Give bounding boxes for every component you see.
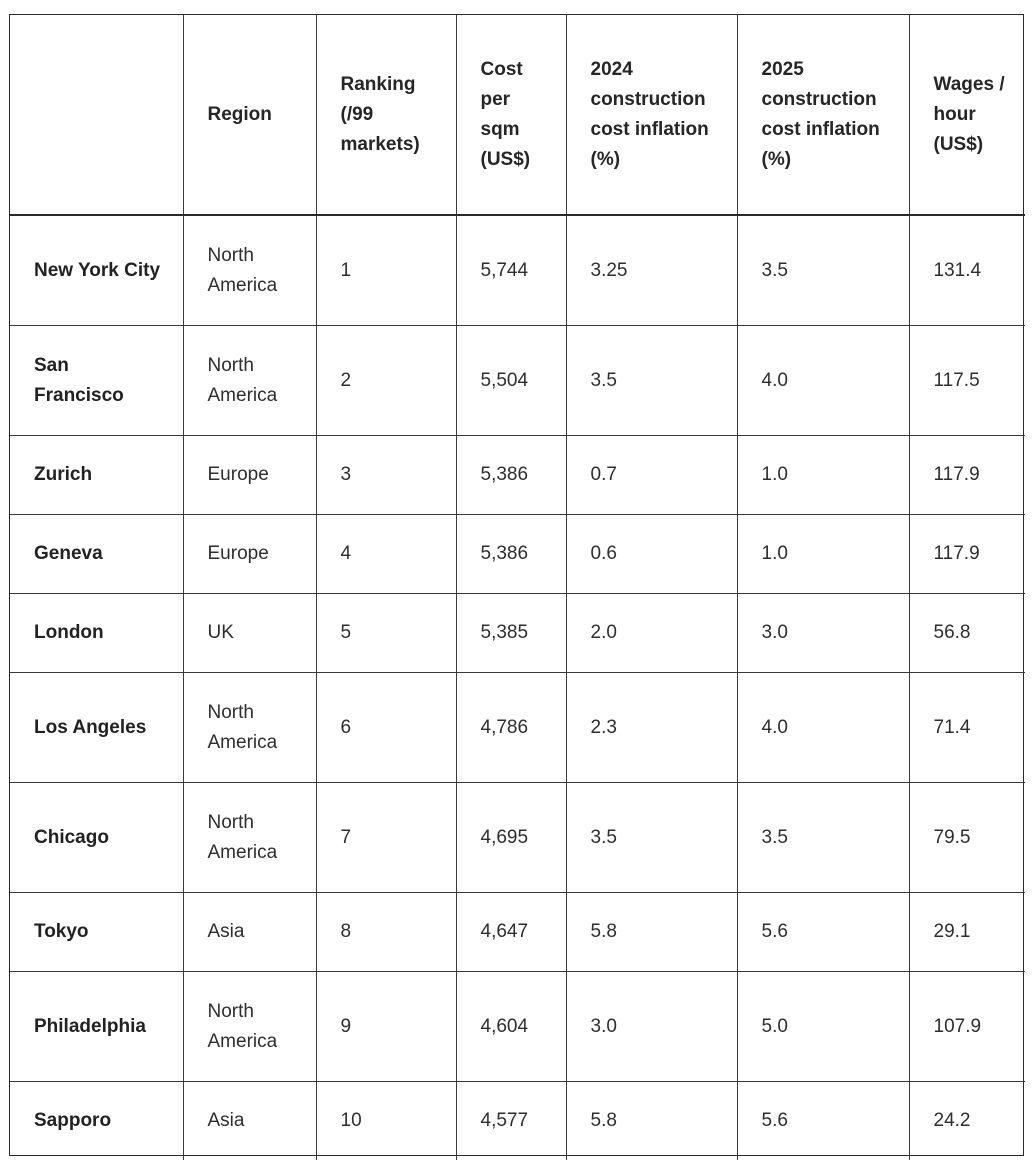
city-cell: Zurich [10, 436, 183, 515]
ranking-cell: 10 [316, 1082, 456, 1161]
inflation-2025-cell: 3.5 [737, 783, 909, 893]
ranking-cell: 8 [316, 893, 456, 972]
inflation-2024-cell: 2.3 [566, 673, 737, 783]
ranking-cell: 4 [316, 515, 456, 594]
cost-cell: 5,385 [456, 594, 566, 673]
header-city [10, 15, 183, 215]
cost-cell: 4,604 [456, 972, 566, 1082]
region-cell: Europe [183, 515, 316, 594]
wages-cell: 117.5 [909, 326, 1025, 436]
inflation-2025-cell: 3.0 [737, 594, 909, 673]
cost-cell: 5,744 [456, 215, 566, 326]
region-cell: North America [183, 326, 316, 436]
cost-cell: 5,386 [456, 515, 566, 594]
table-row [10, 893, 1025, 972]
header-row [10, 15, 1025, 215]
cost-table-container [9, 14, 1024, 1156]
inflation-2024-cell: 0.6 [566, 515, 737, 594]
inflation-2025-cell: 3.5 [737, 215, 909, 326]
region-cell: North America [183, 972, 316, 1082]
wages-cell: 71.4 [909, 673, 1025, 783]
table-row [10, 215, 1025, 326]
inflation-2025-cell: 5.0 [737, 972, 909, 1082]
inflation-2024-cell: 5.8 [566, 1082, 737, 1161]
wages-cell: 24.2 [933, 1110, 971, 1131]
cost-cell: 4,577 [456, 1082, 566, 1161]
city-cell: Los Angeles [10, 673, 183, 783]
inflation-2024-cell: 5.8 [566, 893, 737, 972]
header-inflation-2025: 2025 construction cost inflation (%) [737, 15, 909, 215]
cost-cell: 4,647 [456, 893, 566, 972]
ranking-cell: 6 [316, 673, 456, 783]
region-cell: North America [183, 783, 316, 893]
table-row [10, 972, 1025, 1082]
construction-cost-table [10, 15, 1025, 1160]
header-ranking: Ranking (/99 markets) [316, 15, 456, 215]
wages-cell: 117.9 [909, 436, 1025, 515]
region-cell: Asia [183, 893, 316, 972]
region-cell: UK [183, 594, 316, 673]
header-cost-per-sqm: Cost per sqm (US$) [456, 15, 566, 215]
inflation-2025-cell: 4.0 [737, 673, 909, 783]
table-row [10, 673, 1025, 783]
ranking-cell: 3 [316, 436, 456, 515]
wages-cell: 29.1 [909, 893, 1025, 972]
table-row [10, 783, 1025, 893]
region-cell: Europe [183, 436, 316, 515]
inflation-2025-cell: 5.6 [737, 893, 909, 972]
city-cell: San Francisco [10, 326, 183, 436]
ranking-cell: 5 [316, 594, 456, 673]
wages-cell: 131.4 [909, 215, 1025, 326]
table-row [10, 326, 1025, 436]
table-row [10, 436, 1025, 515]
city-cell: Tokyo [10, 893, 183, 972]
region-cell: North America [183, 215, 316, 326]
region-cell: North America [183, 673, 316, 783]
city-cell: Geneva [10, 515, 183, 594]
inflation-2025-cell: 5.6 [737, 1082, 909, 1161]
wages-cell: 117.9 [909, 515, 1025, 594]
inflation-2025-cell: 1.0 [737, 515, 909, 594]
inflation-2024-cell: 3.5 [566, 783, 737, 893]
cost-cell: 4,786 [456, 673, 566, 783]
city-cell: London [10, 594, 183, 673]
city-cell: Sapporo [10, 1082, 183, 1161]
inflation-2024-cell: 3.0 [566, 972, 737, 1082]
inflation-2024-cell: 3.25 [566, 215, 737, 326]
ranking-cell: 2 [316, 326, 456, 436]
table-row [10, 515, 1025, 594]
table-row [10, 594, 1025, 673]
header-wages: Wages / hour (US$) [909, 15, 1025, 215]
header-region: Region [183, 15, 316, 215]
ranking-cell: 9 [316, 972, 456, 1082]
inflation-2025-cell: 1.0 [737, 436, 909, 515]
wages-cell: 79.5 [909, 783, 1025, 893]
cost-cell: 4,695 [456, 783, 566, 893]
inflation-2024-cell: 2.0 [566, 594, 737, 673]
ranking-cell: 1 [316, 215, 456, 326]
city-cell: Philadelphia [10, 972, 183, 1082]
city-cell: Chicago [10, 783, 183, 893]
city-cell: New York City [10, 215, 183, 326]
wages-cell: 107.9 [909, 972, 1025, 1082]
cost-cell: 5,504 [456, 326, 566, 436]
inflation-2025-cell: 4.0 [737, 326, 909, 436]
header-inflation-2024: 2024 construction cost inflation (%) [566, 15, 737, 215]
ranking-cell: 7 [316, 783, 456, 893]
wages-cell: 56.8 [909, 594, 1025, 673]
inflation-2024-cell: 3.5 [566, 326, 737, 436]
table-row [10, 1082, 1025, 1161]
region-cell: Asia [183, 1082, 316, 1161]
cost-cell: 5,386 [456, 436, 566, 515]
inflation-2024-cell: 0.7 [566, 436, 737, 515]
